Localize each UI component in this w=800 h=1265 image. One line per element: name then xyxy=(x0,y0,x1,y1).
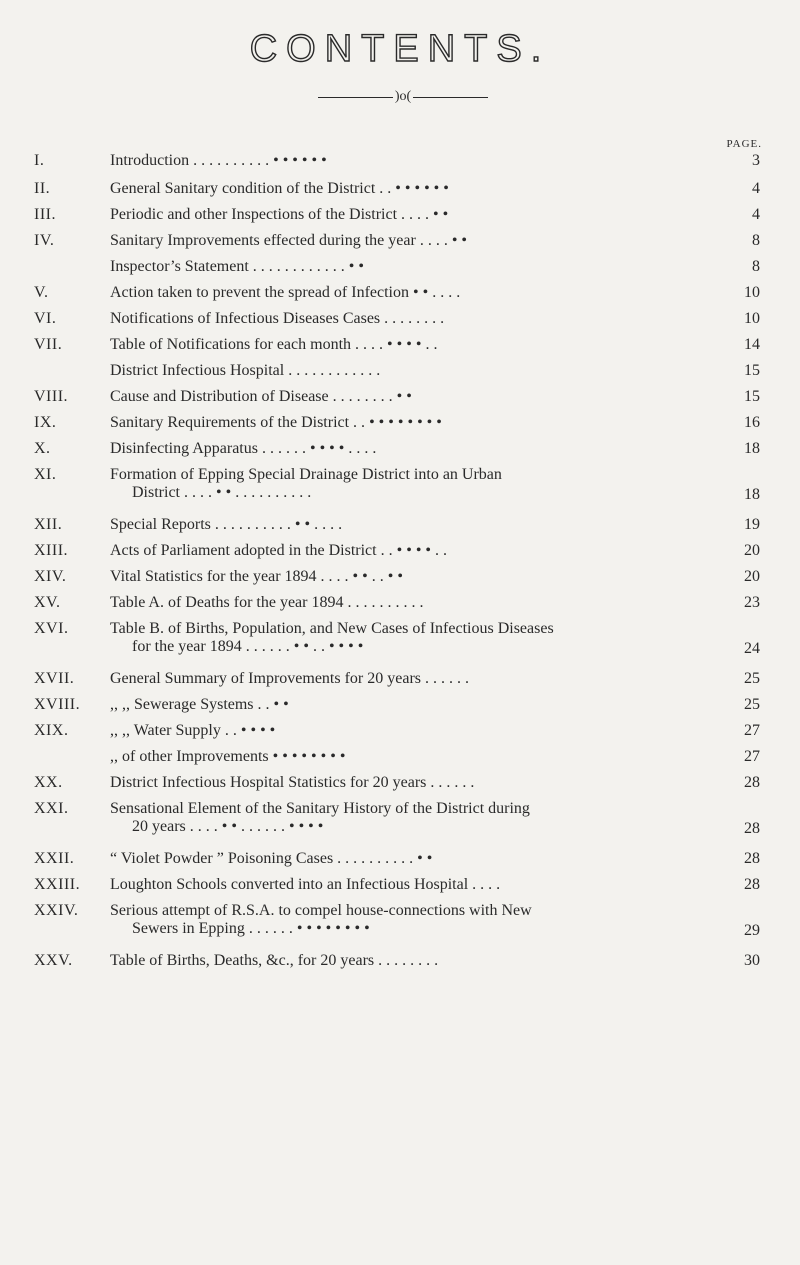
toc-entry-number: XVII. xyxy=(34,670,75,687)
toc-entry-title-text: ,, ,, Sewerage Systems xyxy=(110,696,254,713)
toc-entry-page-number: 10 xyxy=(744,284,760,301)
toc-entry-leader-dots: . . . . . . . . . . • • • • • • xyxy=(189,152,327,169)
toc-entry-page-number: 28 xyxy=(744,876,760,893)
toc-entry-title-text: Disinfecting Apparatus . . xyxy=(110,440,274,457)
toc-entry-title xyxy=(110,568,720,586)
toc-entry-title-text: Periodic and other Inspections of the District xyxy=(110,206,398,223)
toc-entry-title xyxy=(110,258,720,276)
toc-entry-title xyxy=(110,336,720,354)
toc-entry-leader-dots: . . • • • • . . xyxy=(367,336,438,353)
toc-entry-page-number: 28 xyxy=(744,774,760,791)
toc-entry-number: II. xyxy=(34,180,51,197)
toc-entry-title-text: Action taken to prevent the spread of Infection xyxy=(110,284,409,301)
toc-entry-title xyxy=(110,232,720,250)
toc-entry-leader-dots: . . . . . . • • • • • • • • xyxy=(244,920,370,937)
toc-entry-page-number: 15 xyxy=(744,388,760,405)
toc-entry-title xyxy=(110,152,720,170)
toc-entry-title-text: ,, ,, Water Supply . . xyxy=(110,722,237,739)
toc-entry-number: XI. xyxy=(34,466,57,483)
toc-entry-title xyxy=(110,466,720,502)
toc-entry-title-continuation xyxy=(110,484,720,502)
toc-entry-page-number: 18 xyxy=(744,440,760,457)
toc-entry-title xyxy=(110,952,720,970)
toc-entry-title xyxy=(110,902,720,938)
toc-entry-page-number: 25 xyxy=(744,670,760,687)
toc-entry-leader-dots: . . . . • • • • . . . . xyxy=(273,440,377,457)
toc-entry-title xyxy=(110,388,720,406)
toc-entry-title-text: Vital Statistics for the year 1894 xyxy=(110,568,317,585)
toc-entry-number: III. xyxy=(34,206,56,223)
toc-entry-page-number: 20 xyxy=(744,542,760,559)
toc-entry-page-number: 18 xyxy=(744,486,760,503)
toc-entry-page-number: 24 xyxy=(744,640,760,657)
toc-entry-title-text: Table of Notifications for each month . . xyxy=(110,336,368,353)
toc-entry-title xyxy=(110,722,720,740)
toc-entry-leader-dots: . . . . . . . . • • xyxy=(328,388,412,405)
toc-entry-page-number: 4 xyxy=(752,180,760,197)
toc-entry-page-number: 20 xyxy=(744,568,760,585)
toc-entry-title-continuation xyxy=(110,818,720,836)
toc-entry-leader-dots: . . . . . . . . . . • • xyxy=(333,850,433,867)
toc-entry-page-number: 19 xyxy=(744,516,760,533)
toc-entry-page-number: 23 xyxy=(744,594,760,611)
toc-entry-title xyxy=(110,206,720,224)
toc-entry-title-text: Serious attempt of R.S.A. to compel house-connections with New xyxy=(110,902,532,919)
toc-entry-leader-dots: . . . . xyxy=(442,774,475,791)
toc-entry-title-text: Acts of Parliament adopted in the District . . xyxy=(110,542,393,559)
toc-entry-leader-dots: • • • • . . xyxy=(392,542,448,559)
toc-entry-title xyxy=(110,284,720,302)
toc-entry-page-number: 28 xyxy=(744,820,760,837)
toc-entry-title xyxy=(110,542,720,560)
toc-entry-page-number: 4 xyxy=(752,206,760,223)
toc-entry-title-text: “ Violet Powder ” Poisoning Cases xyxy=(110,850,334,867)
toc-entry-title-text: Inspector’s Statement xyxy=(110,258,249,275)
toc-entry-number: XIX. xyxy=(34,722,69,739)
toc-entry-title xyxy=(110,440,720,458)
toc-entry-number: IV. xyxy=(34,232,55,249)
toc-entry-leader-dots: . . . . . . . . • • . . . . xyxy=(226,516,343,533)
toc-entry-page-number: 8 xyxy=(752,232,760,249)
toc-entry-title xyxy=(110,774,720,792)
toc-entry-title-continuation-text: for the year 1894 xyxy=(132,638,242,655)
toc-entry-title-text: Table of Births, Deaths, &c., for 20 years xyxy=(110,952,375,969)
toc-entry-title-text: Formation of Epping Special Drainage District into an Urban xyxy=(110,466,502,483)
toc-entry-number: VII. xyxy=(34,336,63,353)
toc-entry-leader-dots: . . . . • • . . . . . . • • • • xyxy=(185,818,324,835)
toc-entry-title xyxy=(110,800,720,836)
ornament-rule-right xyxy=(413,97,488,98)
toc-entry-leader-dots: . . . . . . . . . . . . xyxy=(284,362,381,379)
toc-entry-number: XIII. xyxy=(34,542,69,559)
toc-entry-page-number: 3 xyxy=(752,152,760,169)
toc-entry-title xyxy=(110,180,720,198)
toc-entry-number: XVIII. xyxy=(34,696,81,713)
toc-entry-title xyxy=(110,594,720,612)
toc-entry-number: XV. xyxy=(34,594,61,611)
toc-entry-leader-dots: • • • • • • • • xyxy=(268,748,346,765)
title-ornament xyxy=(318,90,488,104)
toc-entry-number: XXV. xyxy=(34,952,73,969)
toc-entry-leader-dots: . . . . • • xyxy=(415,232,468,249)
toc-entry-number: XXI. xyxy=(34,800,69,817)
toc-entry-leader-dots: . . . . • • xyxy=(397,206,449,223)
toc-entry-leader-dots: . . . . . . . . xyxy=(374,952,439,969)
page-column-label: PAGE. xyxy=(726,138,762,150)
toc-entry-number: I. xyxy=(34,152,45,169)
toc-entry-title-text: General Summary of Improvements for 20 years xyxy=(110,670,422,687)
toc-entry-page-number: 15 xyxy=(744,362,760,379)
toc-entry-page-number: 25 xyxy=(744,696,760,713)
toc-entry-title xyxy=(110,516,720,534)
toc-entry-title-text: General Sanitary condition of the District xyxy=(110,180,376,197)
toc-entry-number: VIII. xyxy=(34,388,69,405)
toc-entry-leader-dots: . . . . . . . . xyxy=(359,594,424,611)
toc-entry-page-number: 14 xyxy=(744,336,760,353)
toc-entry-title-continuation xyxy=(110,638,720,656)
toc-entry-leader-dots: . . . . . . . . xyxy=(380,310,445,327)
toc-entry-leader-dots: • • • • xyxy=(236,722,276,739)
toc-entry-page-number: 28 xyxy=(744,850,760,867)
toc-entry-title-text: Notifications of Infectious Diseases Cases xyxy=(110,310,381,327)
toc-entry-title xyxy=(110,310,720,328)
toc-entry-leader-dots: . . . . . . . . . . . . • • xyxy=(248,258,364,275)
toc-entry-title-text: Sensational Element of the Sanitary History of the District during xyxy=(110,800,530,817)
toc-entry-leader-dots: . . • • xyxy=(253,696,289,713)
toc-entry-leader-dots: . . . . . . xyxy=(421,670,470,687)
ornament-rule-left xyxy=(318,97,393,98)
toc-entry-title-text: Table A. of Deaths for the year 1894 . . xyxy=(110,594,360,611)
toc-entry-title-text: Loughton Schools converted into an Infectious Hospital xyxy=(110,876,469,893)
toc-entry-number: VI. xyxy=(34,310,57,327)
toc-entry-number: IX. xyxy=(34,414,57,431)
toc-entry-page-number: 8 xyxy=(752,258,760,275)
toc-entry-leader-dots: . . • • • • • • xyxy=(375,180,449,197)
toc-entry-number: X. xyxy=(34,440,51,457)
toc-entry-title xyxy=(110,414,720,432)
toc-entry-title-continuation-text: District xyxy=(132,484,180,501)
toc-entry-number: XX. xyxy=(34,774,63,791)
toc-entry-number: XVI. xyxy=(34,620,69,637)
toc-entry-title-continuation-text: 20 years xyxy=(132,818,186,835)
toc-entry-title-text: Table B. of Births, Population, and New Cases of Infectious Diseases xyxy=(110,620,554,637)
toc-entry-page-number: 27 xyxy=(744,722,760,739)
toc-entry-page-number: 16 xyxy=(744,414,760,431)
toc-entry-title-continuation xyxy=(110,920,720,938)
toc-entry-number: XXII. xyxy=(34,850,75,867)
toc-entry-title xyxy=(110,362,720,380)
toc-entry-leader-dots: • • . . . . xyxy=(409,284,461,301)
toc-entry-title-text: Sanitary Requirements of the District . . xyxy=(110,414,366,431)
toc-entry-title-text: ,, of other Improvements xyxy=(110,748,269,765)
toc-entry-page-number: 27 xyxy=(744,748,760,765)
toc-entry-page-number: 10 xyxy=(744,310,760,327)
toc-entry-title xyxy=(110,696,720,714)
toc-entry-title-continuation-text: Sewers in Epping xyxy=(132,920,245,937)
toc-entry-leader-dots: . . . . • • . . . . . . . . . . xyxy=(180,484,312,501)
toc-entry-leader-dots: . . . . xyxy=(468,876,501,893)
page-title: CONTENTS. xyxy=(249,28,551,70)
toc-entry-number: XXIII. xyxy=(34,876,81,893)
ornament-mark: )o( xyxy=(394,89,412,104)
toc-entry-title xyxy=(110,620,720,656)
toc-entry-title xyxy=(110,748,720,766)
toc-entry-page-number: 30 xyxy=(744,952,760,969)
toc-entry-leader-dots: . . . . . . • • . . • • • • xyxy=(241,638,364,655)
toc-entry-title-text: Special Reports . . xyxy=(110,516,227,533)
toc-entry-title-text: Introduction xyxy=(110,152,190,169)
toc-entry-title-text: Cause and Distribution of Disease xyxy=(110,388,329,405)
toc-entry-leader-dots: • • • • • • • • xyxy=(365,414,442,431)
toc-entry-title xyxy=(110,850,720,868)
toc-entry-title xyxy=(110,876,720,894)
toc-entry-title-text: District Infectious Hospital Statistics for 20 years . . xyxy=(110,774,443,791)
toc-entry-title-text: District Infectious Hospital xyxy=(110,362,285,379)
toc-entry-page-number: 29 xyxy=(744,922,760,939)
toc-entry-number: V. xyxy=(34,284,49,301)
toc-entry-number: XXIV. xyxy=(34,902,79,919)
toc-entry-number: XII. xyxy=(34,516,63,533)
toc-entry-leader-dots: . . . . • • . . • • xyxy=(316,568,403,585)
toc-entry-title-text: Sanitary Improvements effected during the year xyxy=(110,232,416,249)
toc-entry-title xyxy=(110,670,720,688)
toc-entry-number: XIV. xyxy=(34,568,67,585)
